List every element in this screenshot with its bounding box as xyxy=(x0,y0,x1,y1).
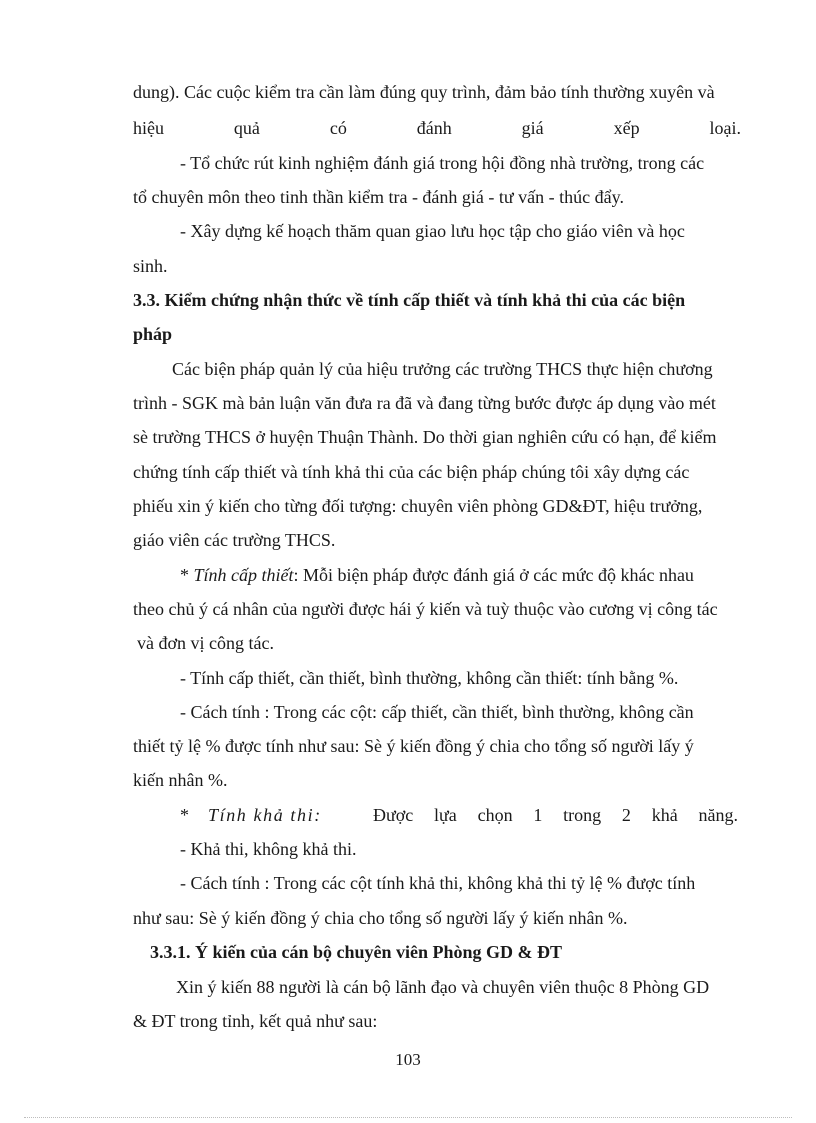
paragraph-line: như sau: Sè ý kiến đồng ý chia cho tổng số người lấy ý kiến nhân %. xyxy=(133,908,628,928)
paragraph-line: giáo viên các trường THCS. xyxy=(133,530,336,550)
paragraph-line: trình - SGK mà bản luận văn đưa ra đã và đang từng bước được áp dụng vào mét xyxy=(133,393,716,413)
paragraph-line: chứng tính cấp thiết và tính khả thi của các biện pháp chúng tôi xây dựng các xyxy=(133,462,690,482)
page-bottom-rule xyxy=(24,1117,792,1118)
paragraph-line: hiệu quả có đánh giá xếp loại. xyxy=(133,118,741,138)
paragraph-line: kiến nhân %. xyxy=(133,770,228,790)
bullet-star: * xyxy=(180,805,189,825)
term-urgency: Tính cấp thiết xyxy=(193,565,294,585)
paragraph-line: sinh. xyxy=(133,256,168,276)
paragraph-line xyxy=(180,563,741,587)
paragraph-line: thiết tỷ lệ % được tính như sau: Sè ý kiến đồng ý chia cho tổng số người lấy ý xyxy=(133,736,694,756)
term-feasibility: Tính khả thi: xyxy=(208,805,322,825)
paragraph-line: - Cách tính : Trong các cột: cấp thiết, cần thiết, bình thường, không cần xyxy=(180,702,694,722)
paragraph-line: và đơn vị công tác. xyxy=(137,633,274,653)
paragraph-line: tổ chuyên môn theo tinh thần kiểm tra - đánh giá - tư vấn - thúc đẩy. xyxy=(133,187,624,207)
paragraph-line: Các biện pháp quản lý của hiệu trưởng các trường THCS thực hiện chương xyxy=(172,359,713,379)
paragraph-line: sè trường THCS ở huyện Thuận Thành. Do thời gian nghiên cứu có hạn, để kiểm xyxy=(133,427,717,447)
paragraph-line: & ĐT trong tỉnh, kết quả như sau: xyxy=(133,1011,378,1031)
term-description: Được lựa chọn 1 trong 2 khả năng. xyxy=(373,805,738,825)
bullet-star: * xyxy=(180,565,194,585)
paragraph-line: - Xây dựng kế hoạch thăm quan giao lưu học tập cho giáo viên và học xyxy=(180,221,685,241)
paragraph-line: - Tính cấp thiết, cần thiết, bình thường, không cần thiết: tính bằng %. xyxy=(180,668,679,688)
subsection-heading: 3.3.1. Ý kiến của cán bộ chuyên viên Phòng GD & ĐT xyxy=(150,942,563,962)
page-number: 103 xyxy=(395,1050,421,1069)
paragraph-line: Xin ý kiến 88 người là cán bộ lãnh đạo và chuyên viên thuộc 8 Phòng GD xyxy=(176,977,710,997)
paragraph-line: phiếu xin ý kiến cho từng đối tượng: chuyên viên phòng GD&ĐT, hiệu trưởng, xyxy=(133,496,703,516)
section-heading: pháp xyxy=(133,324,173,344)
paragraph-line: theo chủ ý cá nhân của người được hái ý kiến và tuỳ thuộc vào cương vị công tác xyxy=(133,599,718,619)
section-heading: 3.3. Kiểm chứng nhận thức về tính cấp thiết và tính khả thi của các biện xyxy=(133,290,686,310)
paragraph-line: - Tổ chức rút kinh nghiệm đánh giá trong hội đồng nhà trường, trong các xyxy=(180,153,705,173)
term-description: : Mỗi biện pháp được đánh giá ở các mức độ khác nhau xyxy=(293,565,694,585)
paragraph-line: - Cách tính : Trong các cột tính khả thi, không khả thi tỷ lệ % được tính xyxy=(180,873,696,893)
paragraph-line: dung). Các cuộc kiểm tra cần làm đúng quy trình, đảm bảo tính thường xuyên và xyxy=(133,82,715,102)
paragraph-line: - Khả thi, không khả thi. xyxy=(180,839,357,859)
